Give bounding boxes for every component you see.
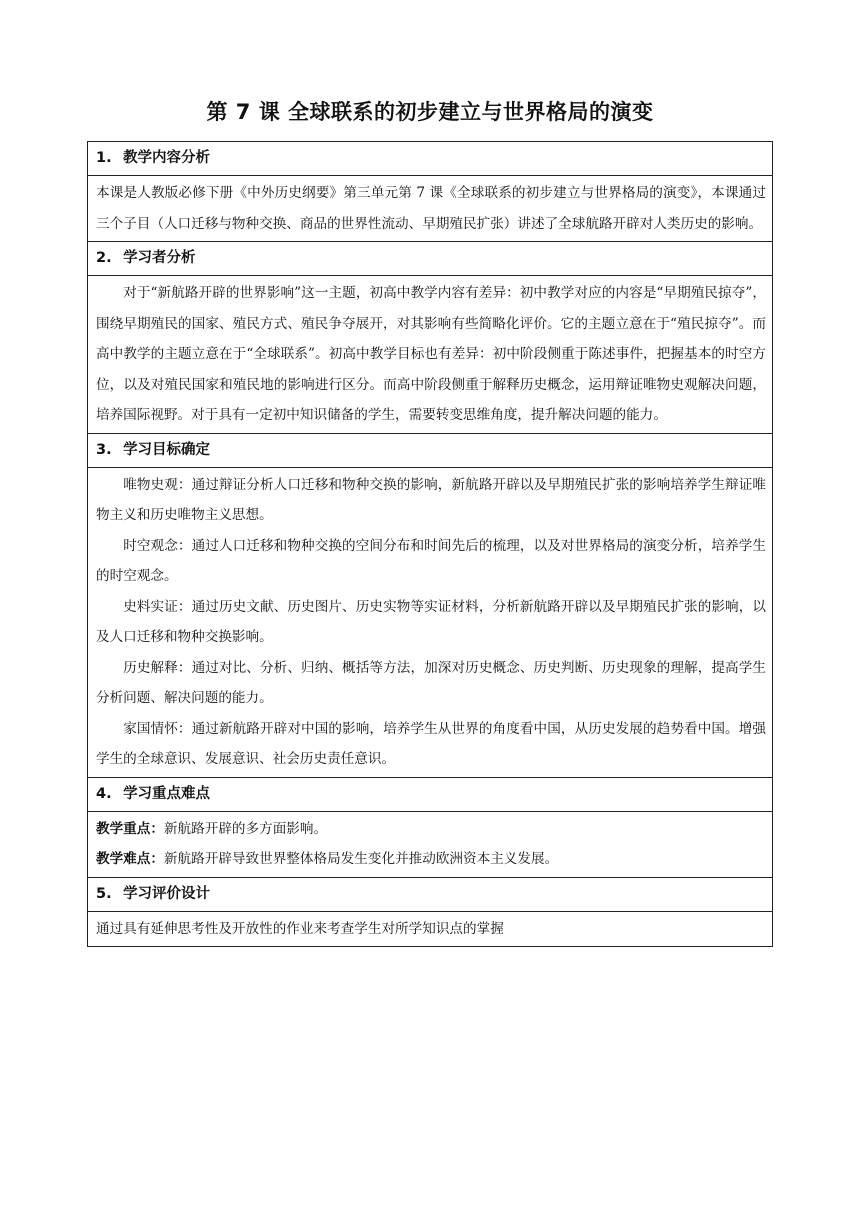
section-evaluation-design — [88, 878, 772, 947]
section-paragraph: 本课是人教版必修下册《中外历史纲要》第三单元第 7 课《全球联系的初步建立与世界格局的演变》，本课通过三个子目（人口迁移与物种交换、商品的世界性流动、早期殖民扩张）讲述了全球航路开辟对人类历史的影响。 — [96, 185, 766, 232]
objective-materialism: 唯物史观：通过辩证分析人口迁移和物种交换的影响，新航路开辟以及早期殖民扩张的影响培养学生辩证唯物主义和历史唯物主义思想。 — [96, 476, 766, 523]
key-point-text: 新航路开辟的多方面影响。 — [163, 820, 328, 837]
section-learning-objectives — [88, 434, 772, 778]
section-title: 学习评价设计 — [123, 885, 211, 902]
section-number: 2. — [96, 250, 112, 266]
section-content-analysis — [88, 142, 772, 242]
difficulty-label: 教学难点： — [96, 851, 164, 867]
section-heading — [88, 434, 772, 468]
section-heading — [88, 142, 772, 176]
section-number: 1. — [96, 150, 112, 166]
section-title: 学习重点难点 — [123, 785, 211, 802]
difficulty-text: 新航路开辟导致世界整体格局发生变化并推动欧洲资本主义发展。 — [163, 851, 559, 867]
section-title: 学习目标确定 — [123, 441, 211, 458]
page-title: 第 7 课 全球联系的初步建立与世界格局的演变 — [206, 100, 654, 124]
teaching-key-point — [96, 814, 766, 845]
lesson-plan-table — [87, 141, 773, 947]
section-paragraph: 对于“新航路开辟的世界影响”这一主题，初高中教学内容有差异：初中教学对应的内容是“早期殖民掠夺”，围绕早期殖民的国家、殖民方式、殖民争夺展开，对其影响有些简略化评价。它的主题立意在于“殖民掠夺”。而高中教学的主题立意在于“全球联系”。初高中教学目标也有差异：初中阶段侧重于陈述事件，把握基本的时空方位，以及对殖民国家和殖民地的影响进行区分。而高中阶段侧重于解释历史概念，运用辩证唯物史观解决问题，培养国际视野。对于具有一定初中知识储备的学生，需要转变思维角度，提升解决问题的能力。 — [96, 285, 766, 423]
objective-patriotism: 家国情怀：通过新航路开辟对中国的影响，培养学生从世界的角度看中国，从历史发展的趋势看中国。增强学生的全球意识、发展意识、社会历史责任意识。 — [96, 720, 766, 767]
objective-evidence: 史料实证：通过历史文献、历史图片、历史实物等实证材料，分析新航路开辟以及早期殖民扩张的影响，以及人口迁移和物种交换影响。 — [96, 598, 766, 645]
section-number: 3. — [96, 441, 112, 458]
section-title: 学习者分析 — [123, 250, 196, 266]
section-heading — [88, 778, 772, 812]
section-heading — [88, 242, 772, 276]
section-learner-analysis — [88, 242, 772, 434]
section-number: 4. — [96, 785, 112, 802]
section-key-difficulties — [88, 778, 772, 878]
section-number: 5. — [96, 885, 112, 902]
objective-interpretation: 历史解释：通过对比、分析、归纳、概括等方法，加深对历史概念、历史判断、历史现象的理解，提高学生分析问题、解决问题的能力。 — [96, 659, 766, 706]
section-heading — [88, 878, 772, 912]
teaching-difficulty — [96, 844, 766, 875]
objective-space-time: 时空观念：通过人口迁移和物种交换的空间分布和时间先后的梳理，以及对世界格局的演变分析，培养学生的时空观念。 — [96, 537, 766, 584]
section-paragraph: 通过具有延伸思考性及开放性的作业来考查学生对所学知识点的掌握 — [96, 920, 504, 937]
section-title: 教学内容分析 — [123, 150, 211, 166]
key-point-label: 教学重点： — [96, 820, 164, 837]
